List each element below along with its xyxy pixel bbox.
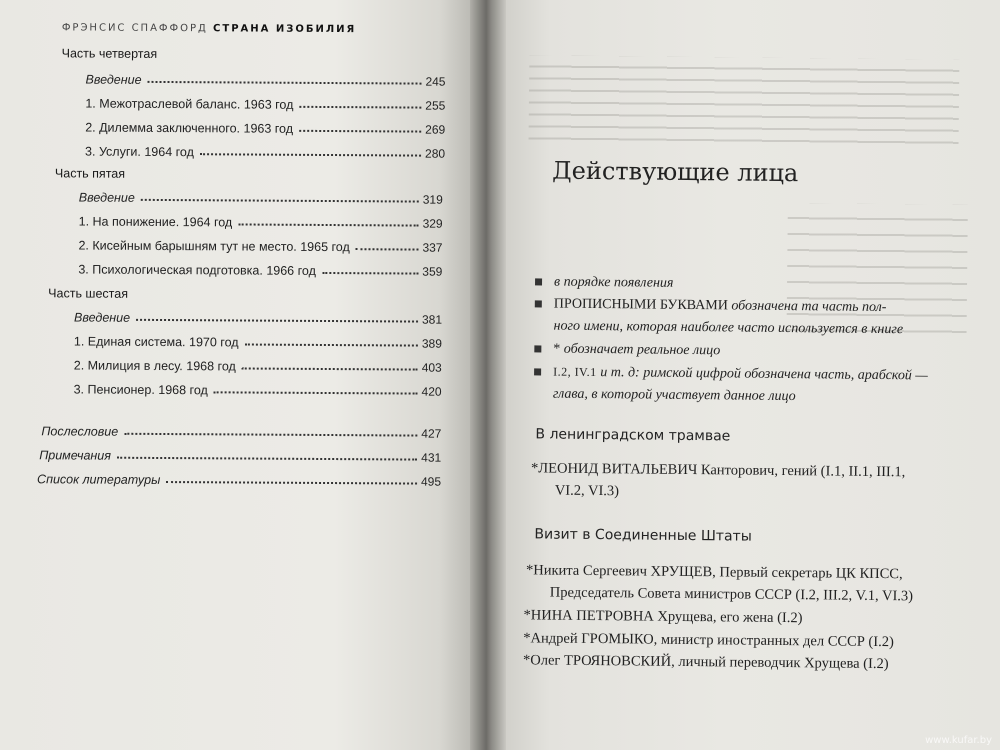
legend-text: глава, в которой участвует данное лицо	[552, 386, 796, 405]
toc-entry-title: 1. На понижение. 1964 год	[78, 214, 233, 230]
dot-leader	[214, 391, 418, 394]
dot-leader	[200, 153, 421, 156]
toc-entry-title: Послесловие	[41, 424, 119, 439]
legend-text: ного имени, которая наиболее часто используется в книге	[553, 318, 904, 338]
toc-entry-title: 3. Пенсионер. 1968 год	[73, 382, 208, 398]
toc-entry	[74, 330, 442, 350]
toc-entry-title: Введение	[85, 72, 142, 87]
toc-entry	[41, 420, 441, 440]
dot-leader	[245, 344, 418, 347]
toc-entry	[37, 468, 441, 488]
toc-entry-title: 2. Милиция в лесу. 1968 год	[73, 358, 236, 374]
toc-entry-page: 381	[421, 312, 443, 327]
toc-entry-page: 495	[420, 474, 442, 489]
toc-entry-page: 420	[421, 384, 442, 399]
toc-entry	[85, 93, 445, 113]
legend-item	[535, 274, 674, 291]
toc-entry-title: 1. Единая система. 1970 год	[73, 334, 239, 350]
part-title: Часть пятая	[54, 166, 126, 181]
dot-leader	[166, 481, 417, 485]
toc-entry-title: Примечания	[39, 448, 111, 463]
legend-item-continuation	[553, 319, 903, 339]
toc-entry-title: Введение	[74, 310, 131, 325]
toc-entry-page: 427	[421, 426, 442, 441]
toc-entry-page: 431	[421, 450, 442, 465]
toc-entry-page: 359	[422, 264, 443, 279]
toc-entry	[85, 141, 445, 161]
toc-entry-page: 255	[425, 98, 446, 113]
dot-leader	[242, 367, 418, 370]
square-bullet-icon	[534, 346, 541, 353]
section-title: Визит в Соединенные Штаты	[534, 526, 752, 545]
toc-entry-page: 403	[421, 360, 442, 375]
square-bullet-icon	[534, 369, 541, 376]
square-bullet-icon	[535, 279, 542, 286]
dot-leader	[299, 130, 421, 133]
table-of-contents	[0, 0, 478, 750]
legend-text: и т. д: римской цифрой обозначена часть, арабской —	[596, 365, 928, 384]
toc-entry-title: Введение	[78, 190, 135, 205]
toc-entry-page: 337	[422, 240, 443, 255]
dot-leader	[356, 248, 419, 250]
toc-entry-page: 319	[422, 192, 443, 207]
dot-leader	[141, 199, 419, 203]
running-head-author: ФРЭНСИС СПАФФОРД	[61, 22, 208, 35]
character-entry: *ЛЕОНИД ВИТАЛЬЕВИЧ Канторович, гений (I.1, II.1, III.1,	[531, 460, 906, 481]
toc-entry	[85, 69, 445, 89]
toc-entry-title: 3. Психологическая подготовка. 1966 год	[78, 262, 316, 278]
toc-entry-title: 1. Межотраслевой баланс. 1963 год	[85, 96, 294, 112]
show-through-text	[528, 55, 959, 149]
toc-entry-title: 3. Услуги. 1964 год	[85, 144, 194, 160]
dot-leader	[136, 319, 418, 323]
part-title: Часть четвертая	[61, 46, 158, 61]
toc-entry-page: 245	[425, 74, 446, 89]
dot-leader	[238, 223, 418, 226]
toc-entry-title: 2. Кисейным барышням тут не место. 1965 год	[78, 238, 350, 255]
dot-leader	[117, 457, 417, 461]
legend-plain: I.2, IV.1	[553, 364, 597, 380]
toc-entry	[39, 444, 441, 464]
site-watermark: www.kufar.by	[925, 735, 992, 746]
toc-entry	[79, 210, 443, 230]
running-head	[62, 22, 356, 35]
legend-item-continuation	[553, 387, 796, 406]
toc-entry	[78, 258, 442, 278]
dot-leader	[124, 433, 417, 437]
toc-entry-page: 269	[425, 122, 446, 137]
page-heading: Действующие лица	[552, 156, 799, 188]
dot-leader	[148, 81, 422, 85]
character-entry: *Олег ТРОЯНОВСКИЙ, личный переводчик Хрущева (I.2)	[523, 652, 889, 673]
legend-plain: ПРОПИСНЫМИ БУКВАМИ	[553, 296, 728, 314]
square-bullet-icon	[535, 301, 542, 308]
legend-text: в порядке появления	[553, 274, 674, 291]
running-head-title: СТРАНА ИЗОБИЛИЯ	[213, 23, 357, 36]
toc-entry-page: 389	[421, 336, 442, 351]
toc-entry-page: 329	[422, 216, 443, 231]
toc-entry	[79, 186, 443, 206]
dot-leader	[322, 272, 418, 275]
legend-plain: *	[553, 341, 564, 357]
dramatis-personae	[492, 0, 1000, 750]
toc-entry	[74, 354, 442, 374]
toc-entry-title: Список литературы	[37, 472, 161, 487]
legend-text: обозначена та часть пол-	[727, 298, 887, 316]
part-title: Часть шестая	[48, 286, 129, 301]
character-entry: *НИНА ПЕТРОВНА Хрущева, его жена (I.2)	[523, 607, 803, 627]
character-entry-continuation: VI.2, VI.3)	[554, 482, 620, 500]
toc-entry	[78, 234, 442, 254]
legend-item	[534, 364, 928, 384]
legend-item	[535, 296, 887, 316]
toc-entry	[74, 378, 442, 398]
toc-entry	[85, 117, 445, 137]
toc-entry-title: 2. Дилемма заключенного. 1963 год	[85, 120, 294, 136]
legend-text: обозначает реальное лицо	[563, 341, 721, 359]
legend-item	[534, 341, 720, 359]
dot-leader	[299, 106, 421, 109]
section-title: В ленинградском трамвае	[535, 426, 731, 445]
character-entry: *Андрей ГРОМЫКО, министр иностранных дел СССР (I.2)	[523, 630, 894, 651]
toc-entry-page: 280	[424, 146, 446, 161]
toc-entry	[74, 306, 442, 326]
character-entry: *Никита Сергеевич ХРУЩЕВ, Первый секретарь ЦК КПСС,	[525, 562, 903, 583]
character-entry-continuation: Председатель Совета министров СССР (I.2, III.2, V.1, VI.3)	[549, 584, 914, 605]
